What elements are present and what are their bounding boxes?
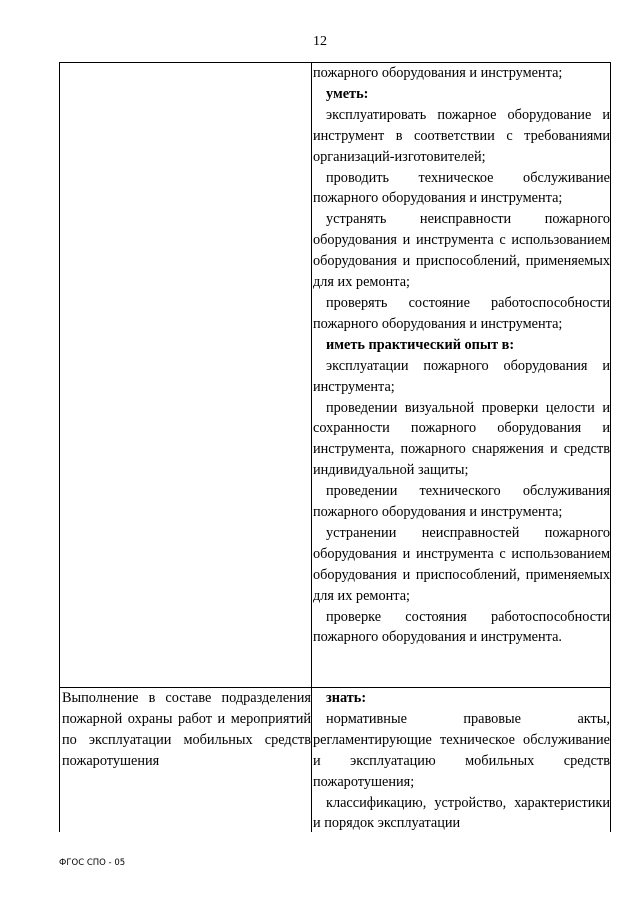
list-item: устранении неисправностей пожарного оборудования и инструмента с использованием оборудования и приспособлений, применяемых для их ремонта; [313,524,610,604]
list-item: эксплуатации пожарного оборудования и инструмента; [313,357,610,395]
row-2-activity-text: Выполнение в составе подразделения пожарной охраны работ и мероприятий по эксплуатации мобильных средств пожаротушения [62,690,311,769]
list-item: пожарного оборудования и инструмента; [313,65,563,81]
list-item: проверять состояние работоспособности пожарного оборудования и инструмента; [313,294,610,332]
list-item: нормативные правовые акты, регламентирующие техническое обслуживание и эксплуатацию мобильных средств пожаротушения; [313,710,610,790]
list-item: проводить техническое обслуживание пожарного оборудования и инструмента; [313,169,610,207]
list-item: эксплуатировать пожарное оборудование и инструмент в соответствии с требованиями организаций-изготовителей; [313,106,610,165]
row-2-left-cell [62,688,311,772]
section-heading: знать: [326,690,367,706]
list-item: классификацию, устройство, характеристики и порядок эксплуатации [313,794,610,832]
list-item: устранять неисправности пожарного оборудования и инструмента с использованием оборудования и приспособлений, применяемых для их ремонта; [313,211,610,291]
list-item: проверке состояния работоспособности пожарного оборудования и инструмента. [313,608,610,646]
row-1-right-cell [313,63,610,648]
section-heading: иметь практический опыт в: [326,336,515,353]
section-heading: уметь: [326,85,369,102]
page-number: 12 [313,34,327,49]
list-item: проведении визуальной проверки целости и сохранности пожарного оборудования и инструмента, пожарного снаряжения и средств индивидуальной защиты; [313,399,610,479]
column-divider [311,62,312,832]
footer-code: ФГОС СПО - 05 [59,858,126,868]
row-2-right-cell [313,688,610,834]
list-item: проведении технического обслуживания пожарного оборудования и инструмента; [313,483,610,521]
